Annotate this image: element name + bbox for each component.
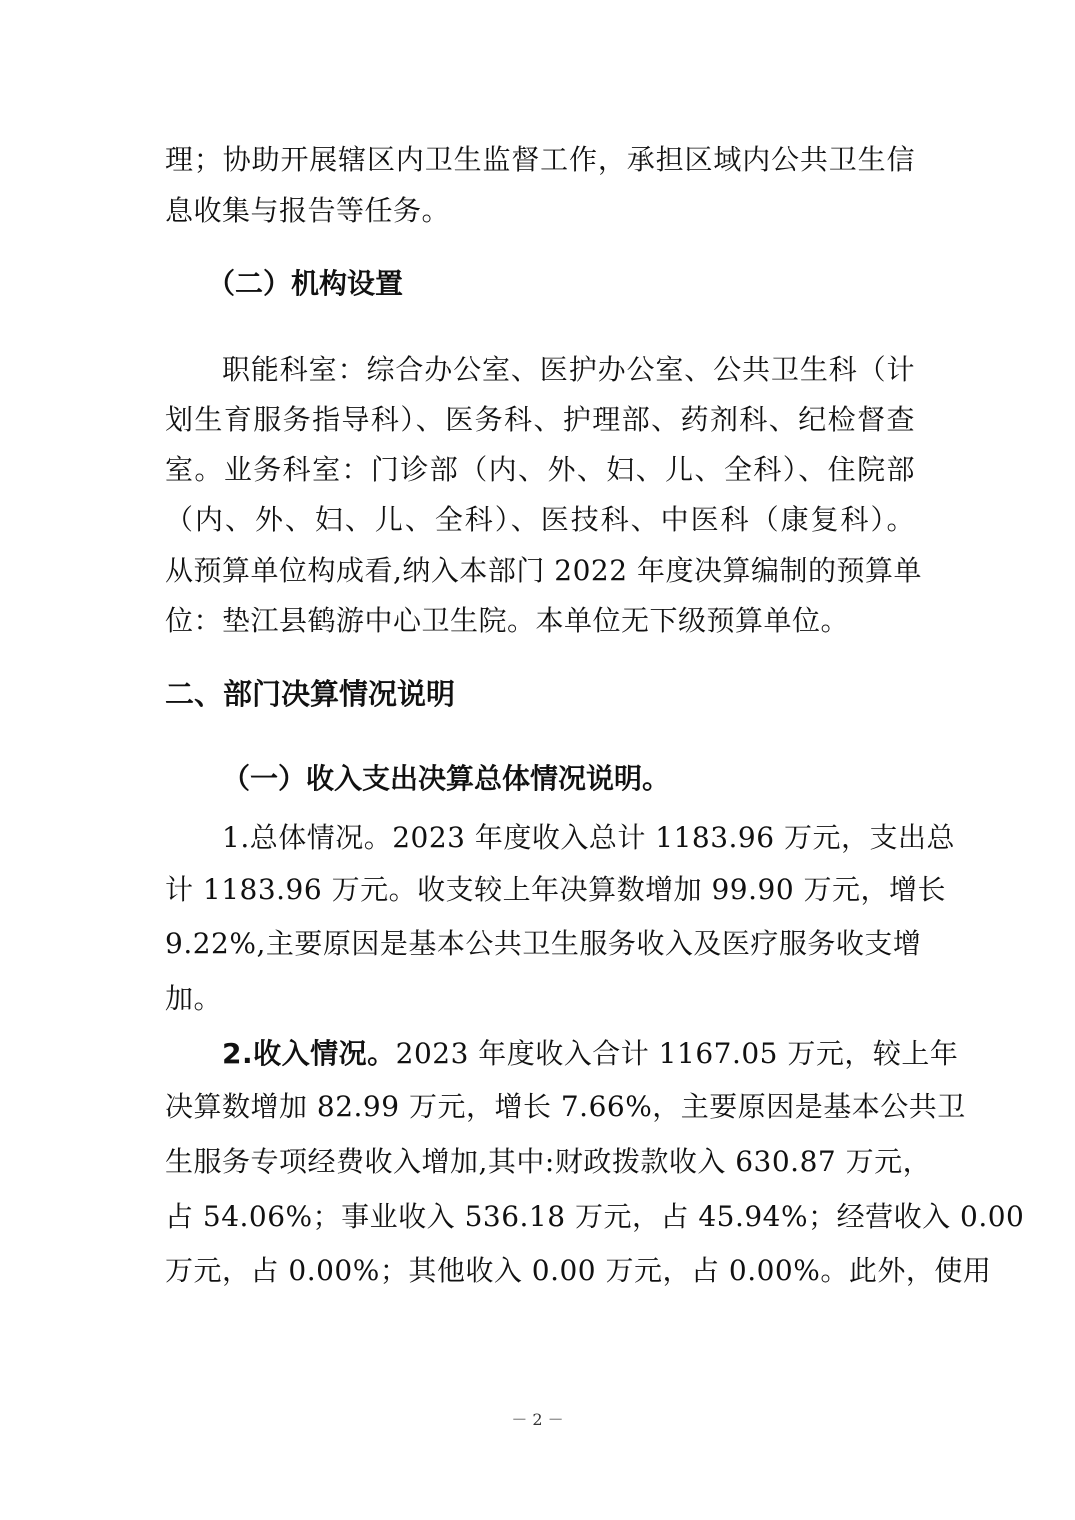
paragraph-line: 1.总体情况。2023 年度收入总计 1183.96 万元，支出总	[222, 821, 955, 854]
paragraph-line-first	[222, 1036, 959, 1072]
section-heading-org: （二）机构设置	[207, 267, 404, 300]
inline-lead: 2.收入情况。	[222, 1037, 396, 1070]
paragraph-line: 决算数增加 82.99 万元，增长 7.66%，主要原因是基本公共卫	[165, 1090, 966, 1123]
paragraph-line: 位：垫江县鹤游中心卫生院。本单位无下级预算单位。	[165, 604, 850, 637]
paragraph-line: 室。业务科室：门诊部（内、外、妇、儿、全科）、住院部	[165, 453, 915, 486]
paragraph-line: 生服务专项经费收入增加,其中:财政拨款收入 630.87 万元，	[165, 1145, 932, 1178]
paragraph-line: 职能科室：综合办公室、医护办公室、公共卫生科（计	[222, 353, 915, 386]
paragraph-line: 万元，占 0.00%；其他收入 0.00 万元，占 0.00%。此外，使用	[165, 1254, 992, 1287]
paragraph-line: 理；协助开展辖区内卫生监督工作，承担区域内公共卫生信	[165, 143, 915, 176]
paragraph-line: 加。	[165, 982, 223, 1015]
inline-rest: 2023 年度收入合计 1167.05 万元，较上年	[395, 1037, 959, 1070]
paragraph-line: （内、外、妇、儿、全科）、医技科、中医科（康复科）。	[165, 503, 915, 536]
paragraph-line: 计 1183.96 万元。收支较上年决算数增加 99.90 万元，增长	[165, 873, 947, 906]
page-number: － 2 －	[511, 1410, 564, 1429]
section-heading-main: 二、部门决算情况说明	[165, 677, 456, 711]
section-heading-overall: （一）收入支出决算总体情况说明。	[222, 762, 671, 795]
paragraph-line: 息收集与报告等任务。	[165, 194, 451, 227]
paragraph-line: 划生育服务指导科）、医务科、护理部、药剂科、纪检督查	[165, 403, 915, 436]
paragraph-line: 占 54.06%；事业收入 536.18 万元，占 45.94%；经营收入 0.00	[165, 1200, 1025, 1233]
paragraph-line: 9.22%,主要原因是基本公共卫生服务收入及医疗服务收支增	[165, 927, 922, 960]
paragraph-line: 从预算单位构成看,纳入本部门 2022 年度决算编制的预算单	[165, 554, 922, 587]
